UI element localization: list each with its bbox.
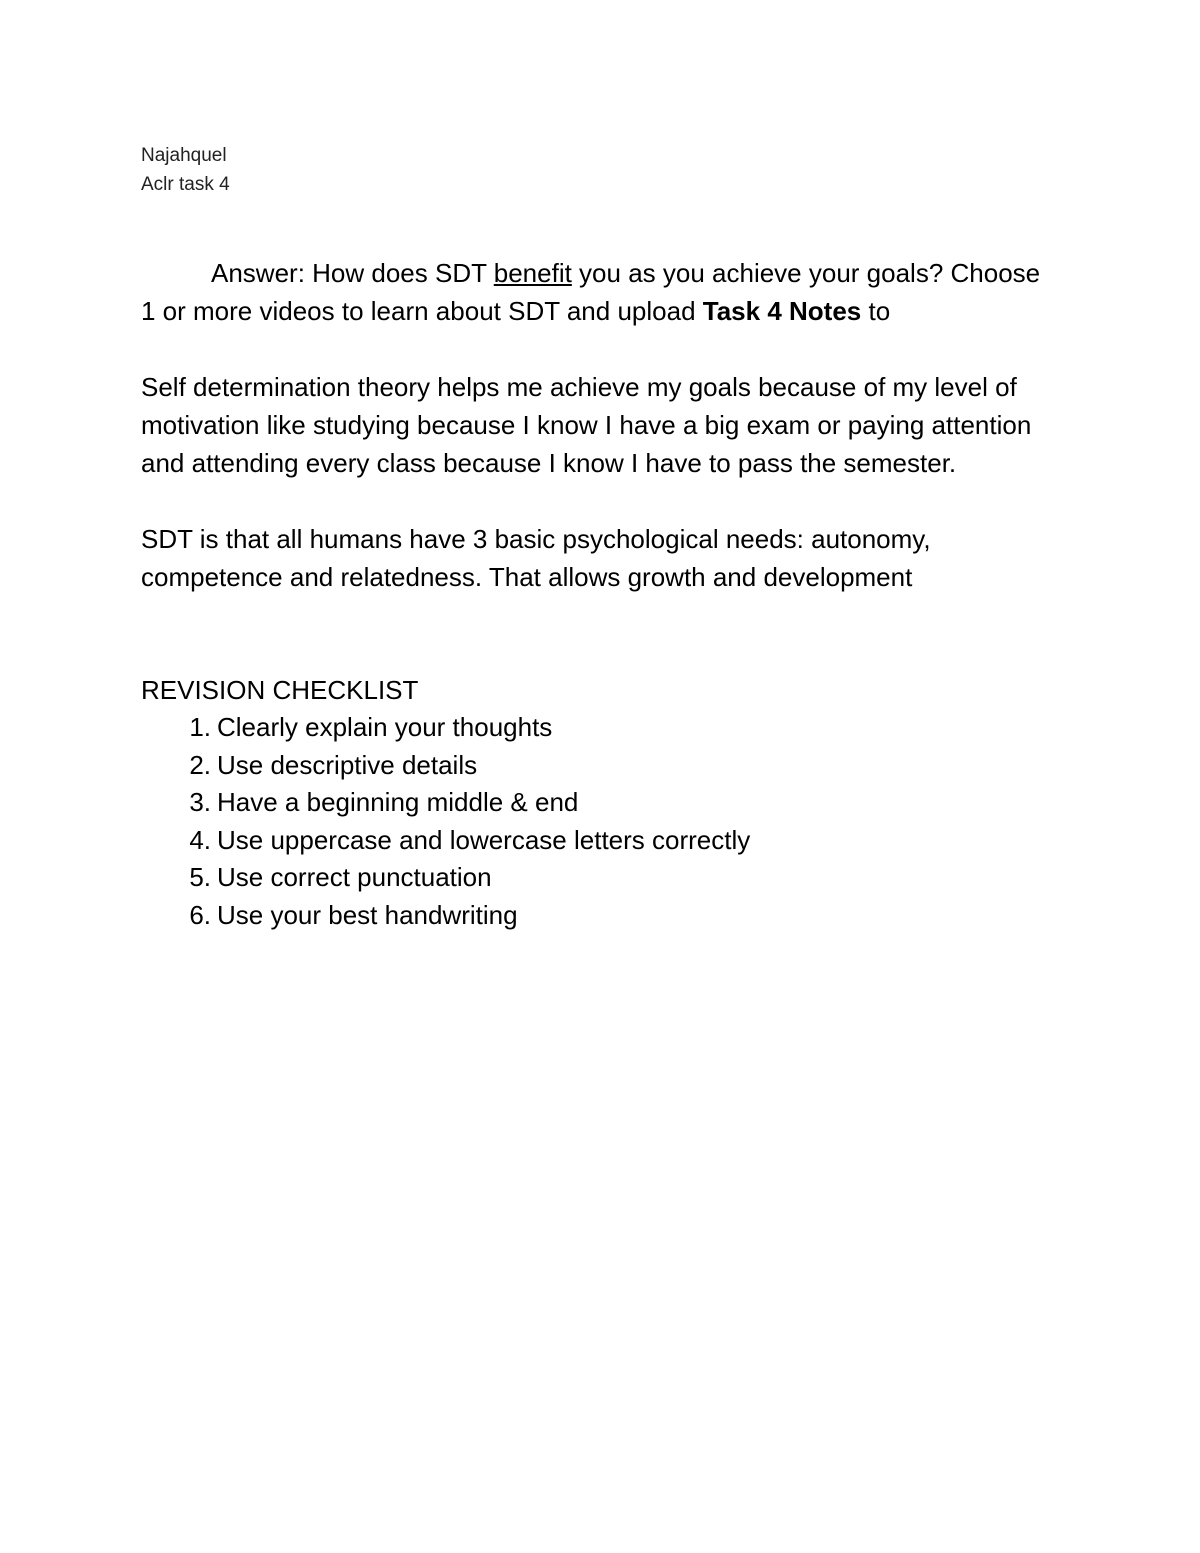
checklist-item-text: Use correct punctuation [217, 862, 492, 892]
prompt-underlined-word: benefit [493, 258, 572, 288]
prompt-lead: Answer: How does SDT [211, 258, 494, 288]
revision-checklist [141, 709, 1051, 934]
answer-paragraph-1: Self determination theory helps me achieve my goals because of my level of motivation like studying because I know I have a big exam or paying attention and attending every class because I know I have to pass the semester. [141, 372, 1032, 478]
assignment-title: Aclr task 4 [141, 174, 230, 195]
checklist-title: REVISION CHECKLIST [141, 675, 419, 705]
spacer [141, 482, 1051, 520]
checklist-item-text: Clearly explain your thoughts [217, 712, 553, 742]
checklist-item-number: 3. [189, 787, 211, 817]
author-name: Najahquel [141, 145, 227, 166]
prompt-middle: you as you achieve your goals? Choose 1 or more videos to learn about SDT and upload [141, 258, 1041, 326]
checklist-item [141, 784, 1051, 822]
checklist-item-number: 4. [189, 824, 211, 855]
checklist-item-text: Have a beginning middle & end [217, 787, 579, 817]
checklist-item-number: 5. [189, 862, 211, 892]
prompt-tail: to [861, 296, 891, 326]
answer-paragraph-2: SDT is that all humans have 3 basic psychological needs: autonomy, competence and relatedness. That allows growth and development [141, 524, 931, 592]
checklist-item-number: 2. [189, 749, 211, 780]
checklist-item [141, 747, 1051, 785]
checklist-item [141, 859, 1051, 897]
checklist-item [141, 822, 1051, 860]
checklist-item-number: 6. [189, 899, 211, 930]
checklist-item-text: Use uppercase and lowercase letters correctly [217, 824, 751, 855]
spacer [141, 330, 1051, 368]
document-body [141, 254, 1051, 934]
spacer [141, 596, 1051, 671]
checklist-item [141, 709, 1051, 747]
checklist-item-text: Use your best handwriting [217, 899, 518, 930]
prompt-paragraph [141, 254, 1051, 330]
checklist-item [141, 897, 1051, 935]
checklist-item-number: 1. [189, 712, 211, 742]
checklist-item-text: Use descriptive details [217, 749, 478, 780]
prompt-bold-task: Task 4 Notes [702, 296, 862, 326]
document-header [141, 141, 230, 199]
